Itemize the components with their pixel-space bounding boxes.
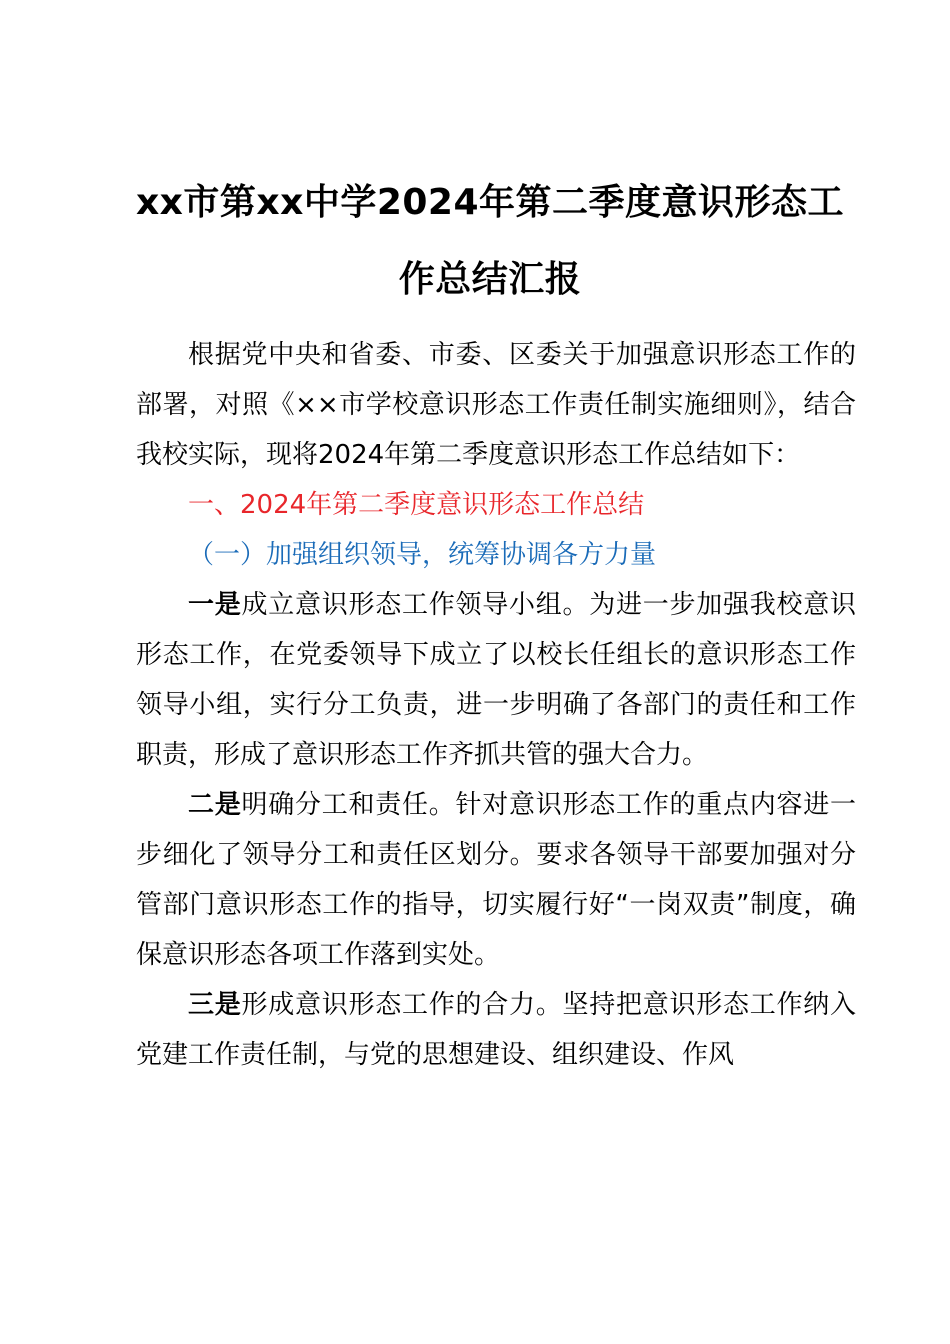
item-lead: 一是 [188,590,242,620]
item-text: 明确分工和责任。针对意识形态工作的重点内容进一步细化了领导分工和责任区划分。要求各领导干部要加强对分管部门意识形态工作的指导，切实履行好“一岗双责”制度，确保意识形态各项工作落到实处。 [136,790,856,970]
item-text: 形成意识形态工作的合力。坚持把意识形态工作纳入党建工作责任制，与党的思想建设、组织建设、作风 [136,990,856,1070]
section-heading: 一、2024年第二季度意识形态工作总结 [188,490,645,520]
document-title-line-1: xx市第xx中学2024年第二季度意识形态工 [135,182,845,223]
document-body [136,330,856,1080]
intro-paragraph: 根据党中央和省委、市委、区委关于加强意识形态工作的部署，对照《××市学校意识形态工作责任制实施细则》，结合我校实际，现将2024年第二季度意识形态工作总结如下： [136,340,856,470]
item-lead: 三是 [188,990,242,1020]
document-title-line-2: 作总结汇报 [398,259,582,300]
item-paragraph-3 [136,980,856,1080]
item-paragraph-2 [136,780,856,980]
subsection-heading: （一）加强组织领导，统筹协调各方力量 [188,540,657,570]
item-paragraph-1 [136,580,856,780]
item-lead: 二是 [188,790,242,820]
item-text: 成立意识形态工作领导小组。为进一步加强我校意识形态工作，在党委领导下成立了以校长任组长的意识形态工作领导小组，实行分工负责，进一步明确了各部门的责任和工作职责，形成了意识形态工作齐抓共管的强大合力。 [136,590,856,770]
